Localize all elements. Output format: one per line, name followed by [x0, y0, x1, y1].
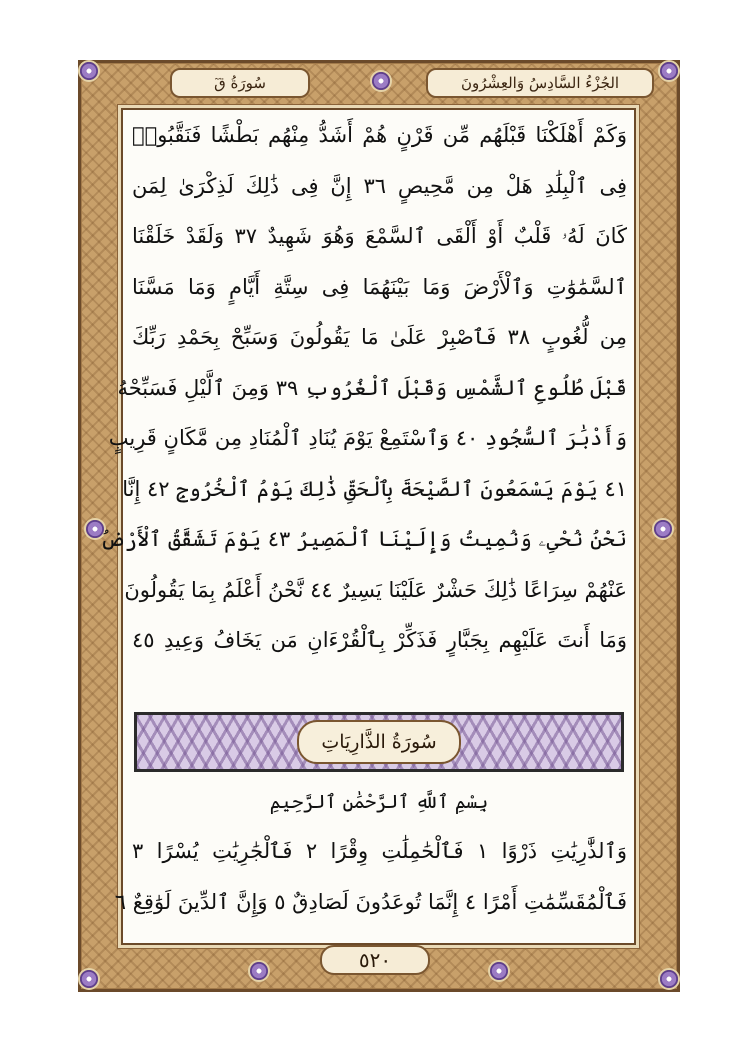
ornament-bottom-mid-right-icon [490, 962, 508, 980]
verse-line: وَكَمْ أَهْلَكْنَا قَبْلَهُم مِّن قَرْنٍ هُمْ أَشَدُّ مِنْهُم بَطْشًا فَنَقَّبُوا۟ [132, 123, 627, 147]
verse-line: مِن لُّغُوبٍ ٣٨ فَٱصْبِرْ عَلَىٰ مَا يَقُولُونَ وَسَبِّحْ بِحَمْدِ رَبِّكَ [132, 325, 628, 349]
surah-label: سُورَةُ قٓ [170, 68, 310, 98]
verse-line: وَأَدْبَٰرَ ٱلسُّجُودِ ٤٠ وَٱسْتَمِعْ يَوْمَ يُنَادِ ٱلْمُنَادِ مِن مَّكَانٍ قَرِيبٍ [108, 426, 627, 450]
verse-line: نَحْنُ نُحْىِۦ وَنُمِيتُ وَإِلَيْنَا ٱلْمَصِيرُ ٤٣ يَوْمَ تَشَقَّقُ ٱلْأَرْضُ [100, 527, 627, 551]
surah-title: سُورَةُ الذَّارِيَاتِ [297, 720, 461, 764]
ornament-bottom-right-icon [660, 970, 678, 988]
page-header [160, 68, 620, 98]
verses-dhariyat [114, 826, 631, 927]
verse-line: كَانَ لَهُۥ قَلْبٌ أَوْ أَلْقَى ٱلسَّمْعَ وَهُوَ شَهِيدٌ ٣٧ وَلَقَدْ خَلَقْنَا [132, 224, 628, 248]
verse-line: ٱلسَّمَٰوَٰتِ وَٱلْأَرْضَ وَمَا بَيْنَهُمَا فِى سِتَّةِ أَيَّامٍ وَمَا مَسَّنَا [132, 274, 627, 299]
verse-line: قَبْلَ طُلُوعِ ٱلشَّمْسِ وَقَبْلَ ٱلْغُرُوبِ ٣٩ وَمِنَ ٱلَّيْلِ فَسَبِّحْهُ [117, 375, 627, 400]
verse-line: فَٱلْمُقَسِّمَٰتِ أَمْرًا ٤ إِنَّمَا تُوعَدُونَ لَصَادِقٌ ٥ وَإِنَّ ٱلدِّينَ لَوَٰقِعٌ ٦ [114, 889, 627, 914]
ornament-top-left-icon [80, 62, 98, 80]
basmala: بِسْمِ ٱللَّهِ ٱلرَّحْمَٰنِ ٱلرَّحِيمِ [269, 791, 489, 813]
verse-line: ٤١ يَوْمَ يَسْمَعُونَ ٱلصَّيْحَةَ بِٱلْحَقِّ ذَٰلِكَ يَوْمُ ٱلْخُرُوجِ ٤٢ إِنَّا [122, 476, 627, 501]
ornament-top-right-icon [660, 62, 678, 80]
verse-line: وَمَا أَنتَ عَلَيْهِم بِجَبَّارٍ فَذَكِّرْ بِٱلْقُرْءَانِ مَن يَخَافُ وَعِيدِ ٤٥ [132, 628, 627, 652]
verse-line: وَٱلذَّٰرِيَٰتِ ذَرْوًا ١ فَٱلْحَٰمِلَٰتِ وِقْرًا ٢ فَٱلْجَٰرِيَٰتِ يُسْرًا ٣ [132, 839, 627, 863]
verse-line: فِى ٱلْبِلَٰدِ هَلْ مِن مَّحِيصٍ ٣٦ إِنَّ فِى ذَٰلِكَ لَذِكْرَىٰ لِمَن [132, 173, 628, 198]
ornament-right-mid-icon [654, 520, 672, 538]
surah-title-banner [134, 712, 624, 772]
ornament-bottom-mid-left-icon [250, 962, 268, 980]
juz-label: الجُزْءُ السَّادِسُ وَالعِشْرُونَ [426, 68, 654, 98]
ornament-bottom-left-icon [80, 970, 98, 988]
page-number: ٥٢٠ [320, 945, 430, 975]
verses-qaf [100, 110, 631, 666]
verse-line: عَنْهُمْ سِرَاعًا ذَٰلِكَ حَشْرٌ عَلَيْنَا يَسِيرٌ ٤٤ نَّحْنُ أَعْلَمُ بِمَا يَقُولُونَ [124, 577, 627, 602]
